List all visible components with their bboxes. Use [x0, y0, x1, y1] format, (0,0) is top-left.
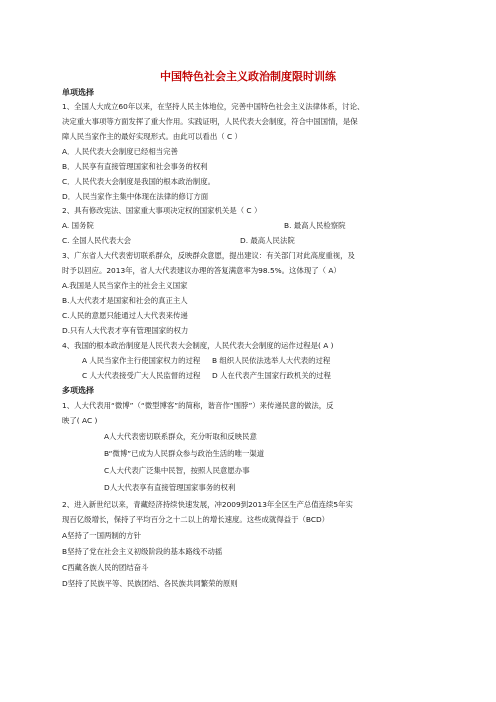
q2-option-d: D. 最高人民法院	[240, 236, 295, 245]
q3-option-a: A.我国是人民当家作主的社会主义国家	[62, 281, 188, 290]
m2-option-d: D坚持了民族平等、民族团结、各民族共同繁荣的原则	[62, 579, 238, 588]
m2-option-a: A坚持了一国两制的方针	[62, 531, 141, 540]
q2-option-c: C. 全国人民代表大会	[62, 236, 131, 245]
q1-stem-line-1: 1、全国人大成立60年以来，在坚持人民主体地位，完善中国特色社会主义法律体系，讨论、	[62, 102, 365, 111]
q4-option-b: B 组织人民依法选举人大代表的过程	[212, 356, 331, 365]
q3-stem-line-1: 3、广东省人大代表密切联系群众，反映群众意愿，提出建议：有关部门对此高度重视，及	[62, 251, 355, 260]
q2-row-2	[62, 236, 442, 246]
q2-option-a: A. 国务院	[62, 221, 94, 230]
q1-stem-line-2: 决定重大事项等方面发挥了重大作用。实践证明，人民代表大会制度，符合中国国情，是保	[62, 117, 358, 126]
q3-option-c: C.人民的意愿只能通过人大代表来传递	[62, 311, 188, 320]
m1-stem-line-2: 映了( AC )	[62, 416, 98, 425]
q4-stem: 4、我国的根本政治制度是人民代表大会制度，人民代表大会制度的运作过程是( A )	[62, 341, 334, 350]
m1-option-a: A人大代表密切联系群众，充分听取和反映民意	[104, 432, 257, 441]
m1-option-b: B“微博”已成为人民群众参与政治生活的唯一渠道	[104, 449, 265, 458]
q2-row-1	[62, 221, 442, 231]
q4-option-c: C 人大代表接受广大人民监督的过程	[82, 371, 201, 380]
q4-row-2	[82, 371, 462, 381]
q1-option-b: B．人民享有直接管理国家和社会事务的权利	[62, 162, 208, 171]
m1-stem-line-1: 1、人大代表用“微博”（“微型博客”的简称，谐音作“围脖”）来传递民意的做法，反	[62, 401, 334, 410]
m2-stem-line-2: 现百亿级增长，保持了平均百分之十二以上的增长速度。这些成就得益于（BCD）	[62, 515, 330, 524]
q3-option-d: D.只有人大代表才享有管理国家的权力	[62, 326, 189, 335]
q3-stem-line-2: 时予以回应。2013年，省人大代表建议办理的答复满意率为98.5%。这体现了（ A）	[62, 266, 341, 275]
m1-option-c: C人大代表广泛集中民智，按照人民意愿办事	[104, 466, 250, 475]
m2-option-c: C西藏各族人民的团结奋斗	[62, 563, 149, 572]
q2-stem: 2、具有修改宪法、国家重大事项决定权的国家机关是（ C ）	[62, 206, 262, 215]
q2-option-b: B. 最高人民检察院	[284, 221, 346, 230]
m2-option-b: B坚持了党在社会主义初级阶段的基本路线不动摇	[62, 547, 223, 556]
q4-option-a: A 人民当家作主行使国家权力的过程	[82, 356, 201, 365]
m1-option-d: D人大代表享有直接管理国家事务的权利	[104, 483, 236, 492]
q1-option-d: D．人民当家作主集中体现在法律的修订方面	[62, 192, 209, 201]
q1-stem-line-3: 障人民当家作主的最好实现形式。由此可以看出（ C ）	[62, 132, 242, 141]
document-title: 中国特色社会主义政治制度限时训练	[160, 70, 336, 83]
q3-option-b: B.人大代表才是国家和社会的真正主人	[62, 296, 188, 305]
q4-option-d: D 人在代表产生国家行政机关的过程	[212, 371, 331, 380]
q1-option-c: C．人民代表大会制度是我国的根本政治制度。	[62, 177, 215, 186]
section-single-choice: 单项选择	[62, 88, 94, 97]
section-multi-choice: 多项选择	[62, 386, 94, 395]
m2-stem-line-1: 2、进入新世纪以来，青藏经济持续快速发展，冲2009到2013年全区生产总值连续5年实	[62, 500, 353, 509]
q4-row-1	[82, 356, 462, 366]
q1-option-a: A．人民代表大会制度已经相当完善	[62, 147, 178, 156]
